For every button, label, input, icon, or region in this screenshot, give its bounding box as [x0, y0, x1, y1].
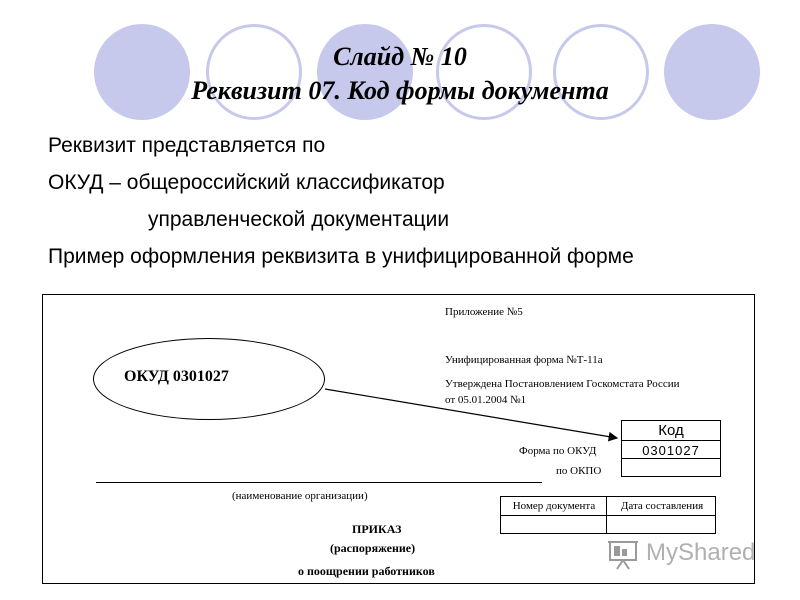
- body-line-4: Пример оформления реквизита в унифицированной форме: [48, 245, 634, 268]
- code-box-divider-2: [622, 458, 720, 459]
- okud-callout-label: ОКУД 0301027: [124, 368, 229, 385]
- doc-number-header: Номер документа: [512, 500, 596, 512]
- table-row-divider: [501, 515, 715, 516]
- code-box-divider-1: [622, 440, 720, 441]
- form-okud-label: Форма по ОКУД: [519, 445, 597, 457]
- code-box: [621, 420, 721, 477]
- slide-title-line2: Реквизит 07. Код формы документа: [191, 76, 609, 105]
- doc-date-header: Дата составления: [620, 500, 704, 512]
- order-topic: о поощрении работников: [298, 564, 435, 578]
- presentation-board-icon: [606, 537, 640, 571]
- slide-title-line1: Слайд № 10: [333, 42, 467, 71]
- appendix-label: Приложение №5: [445, 306, 523, 318]
- organization-caption: (наименование организации): [232, 490, 368, 502]
- code-header: Код: [658, 422, 684, 439]
- approved-line-1: Утверждена Постановлением Госкомстата России: [445, 378, 680, 390]
- document-number-date-table: [500, 496, 716, 534]
- body-line-1: Реквизит представляется по: [48, 134, 326, 157]
- organization-name-line: [96, 482, 542, 483]
- okpo-label: по ОКПО: [556, 465, 602, 477]
- order-subtitle: (распоряжение): [330, 541, 416, 555]
- body-line-3: управленческой документации: [148, 208, 450, 231]
- code-value: 0301027: [642, 443, 700, 458]
- approved-line-2: от 05.01.2004 №1: [445, 394, 527, 406]
- watermark-logo: [606, 537, 766, 573]
- body-line-2: ОКУД – общероссийский классификатор: [48, 171, 445, 194]
- watermark-logo-text: MyShared: [646, 539, 756, 566]
- order-title: ПРИКАЗ: [352, 522, 402, 536]
- unified-form-label: Унифицированная форма №Т-11а: [445, 354, 603, 366]
